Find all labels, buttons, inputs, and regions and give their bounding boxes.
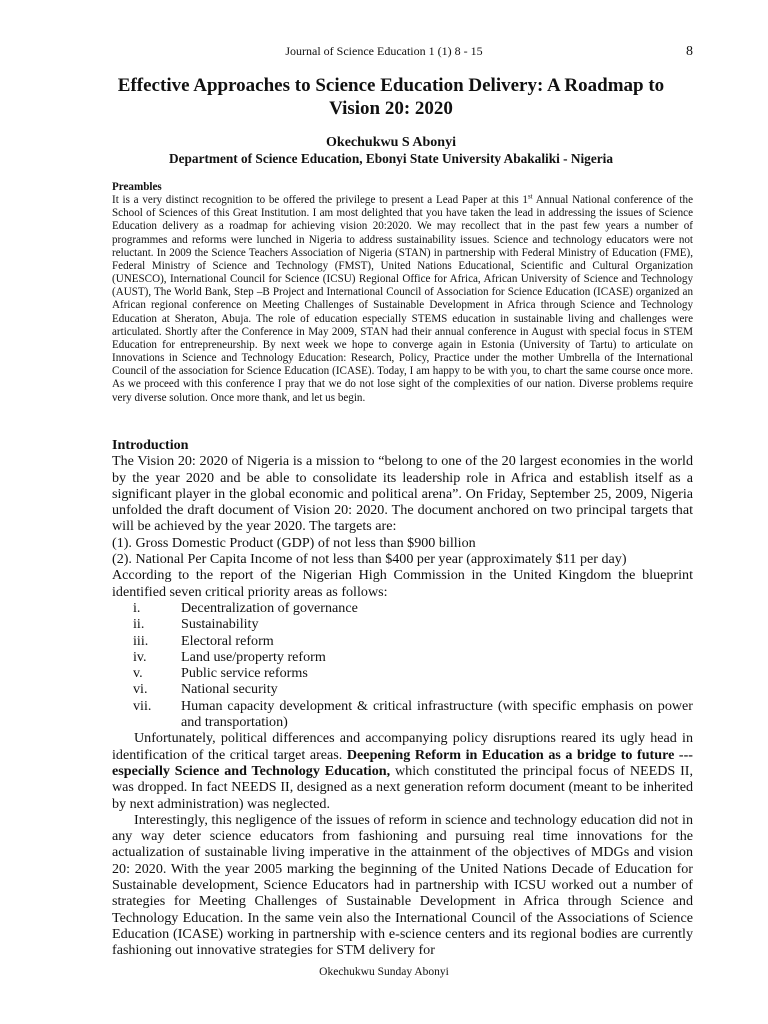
list-item-text: Land use/property reform bbox=[181, 648, 326, 665]
intro-paragraph-2: According to the report of the Nigerian High Commission in the United Kingdom the blueprint identified seven critical priority areas as follows: bbox=[112, 567, 693, 600]
list-item-number: i. bbox=[133, 599, 141, 616]
list-item bbox=[112, 698, 693, 731]
page-footer: Okechukwu Sunday Abonyi bbox=[319, 966, 449, 978]
list-item-number: vi. bbox=[133, 681, 148, 698]
preambles-text-rest: Annual National conference of the School of Sciences of this Great Institution. I am most delighted that you have taken the lead in addressing the issues of Science Education delivery as a roadmap for achieving vision 20:2020. We may recollect that in the past few years a number of programmes and reforms were lunched in Nigeria to address sustainability issues. Science and technology educators were not reluctant. In 2009 the Science Teachers Association of Nigeria (STAN) in partnership with Federal Ministry of Education (FME), Federal Ministry of Science and Technology (FMST), United Nations Educational, Scientific and Cultural Organization (UNESCO), International Council for Science (ICSU) Regional Office for Africa, African University of Science and Technology (AUST), The World Bank, Step –B Project and International Council of Association for Science Education (ICASE) organized an African regional conference on Meeting Challenges of Sustainable Development in Africa through Science and Technology Education at Sheraton, Abuja. The role of education especially STEMS education in sustainable living and challenges were articulated. Shortly after the Conference in May 2009, STAN had their annual conference in August with special focus in STEM Education for entrepreneurship. By next week we hope to converge again in Estonia (University of Tartu) to articulate on Innovations in Science and Technology Education: Research, Policy, Practice under the mother Umbrella of the International Council of the association for Science Education (ICASE). Today, I am happy to be with you, to chart the same course once more. As we proceed with this conference I pray that we do not lose sight of the complexities of our nation. Diverse problems require very diverse solution. Once more thank, and let us begin. bbox=[112, 194, 693, 404]
list-item-number: iii. bbox=[133, 632, 149, 649]
paragraph-3-end: which constituted the principal focus of NEEDS II, was dropped. In fact NEEDS II, designed as a next generation reform document (meant to be inherited by next administration) was neglected. bbox=[112, 762, 693, 812]
ordinal-superscript: st bbox=[527, 193, 533, 201]
paragraph-3-start: Unfortunately, political differences and accompanying policy disruptions reared its ugly head in identification of the critical target areas. bbox=[112, 730, 693, 763]
list-item-text: Sustainability bbox=[181, 616, 259, 633]
list-item-number: iv. bbox=[133, 648, 147, 665]
intro-paragraph-3 bbox=[112, 730, 693, 811]
list-item-text: National security bbox=[181, 681, 278, 698]
list-item-number: v. bbox=[133, 665, 143, 682]
list-item-text: Human capacity development & critical infrastructure (with specific emphasis on power and transportation) bbox=[181, 697, 693, 731]
list-item-number: ii. bbox=[133, 616, 145, 633]
target-1: (1). Gross Domestic Product (GDP) of not less than $900 billion bbox=[112, 534, 476, 551]
list-item-text: Public service reforms bbox=[181, 665, 308, 682]
target-2: (2). National Per Capita Income of not less than $400 per year (approximately $11 per day) bbox=[112, 551, 627, 568]
list-item bbox=[112, 649, 693, 665]
list-item-number: vii. bbox=[133, 697, 152, 714]
list-item bbox=[112, 600, 693, 616]
page-number: 8 bbox=[686, 44, 693, 59]
preambles-section bbox=[112, 181, 693, 405]
paragraph-3-emphasis: Deepening Reform in Education as a bridge to future --- especially Science and Technology Education, bbox=[112, 746, 693, 779]
preambles-text-start: It is a very distinct recognition to be offered the privilege to present a Lead Paper at this 1 bbox=[112, 194, 528, 207]
intro-paragraph-1: The Vision 20: 2020 of Nigeria is a mission to “belong to one of the 20 largest economies in the world by the year 2020 and be able to consolidate its leadership role in Africa and establish itself as a significant player in the global economic and political arena”. On Friday, September 25, 2009, Nigeria unfolded the draft document of Vision 20: 2020. The document anchored on two principal targets that will be achieved by the year 2020. The targets are: bbox=[112, 453, 693, 535]
priority-areas-list bbox=[112, 600, 693, 730]
list-item bbox=[112, 616, 693, 632]
preambles-heading: Preambles bbox=[112, 181, 162, 193]
author-name: Okechukwu S Abonyi bbox=[326, 135, 456, 150]
list-item bbox=[112, 681, 693, 697]
list-item-text: Electoral reform bbox=[181, 632, 274, 649]
list-item bbox=[112, 633, 693, 649]
introduction-section bbox=[112, 437, 693, 959]
author-affiliation: Department of Science Education, Ebonyi State University Abakaliki - Nigeria bbox=[169, 151, 613, 166]
paper-title: Effective Approaches to Science Education Delivery: A Roadmap to Vision 20: 2020 bbox=[117, 75, 665, 119]
introduction-heading: Introduction bbox=[112, 437, 189, 453]
intro-paragraph-4: Interestingly, this negligence of the issues of reform in science and technology education did not in any way deter science educators from fashioning and pursuing real time innovations for the actualization of sustainable living imperative in the attainment of the objectives of MDGs and vision 20: 2020. With the year 2005 marking the beginning of the United Nations Decade of Education for Sustainable development, Science Educators had in partnership with ICSU worked out a number of strategies for Meeting Challenges of Sustainable Development in Africa through Science and Technology Education. In the same vein also the International Council of the Associations of Science Education (ICASE) working in partnership with e-science centers and its regional bodies are currently fashioning out innovative strategies for STM delivery for bbox=[112, 811, 693, 959]
running-head: Journal of Science Education 1 (1) 8 - 15 bbox=[285, 44, 483, 58]
list-item-text: Decentralization of governance bbox=[181, 599, 358, 616]
list-item bbox=[112, 665, 693, 681]
